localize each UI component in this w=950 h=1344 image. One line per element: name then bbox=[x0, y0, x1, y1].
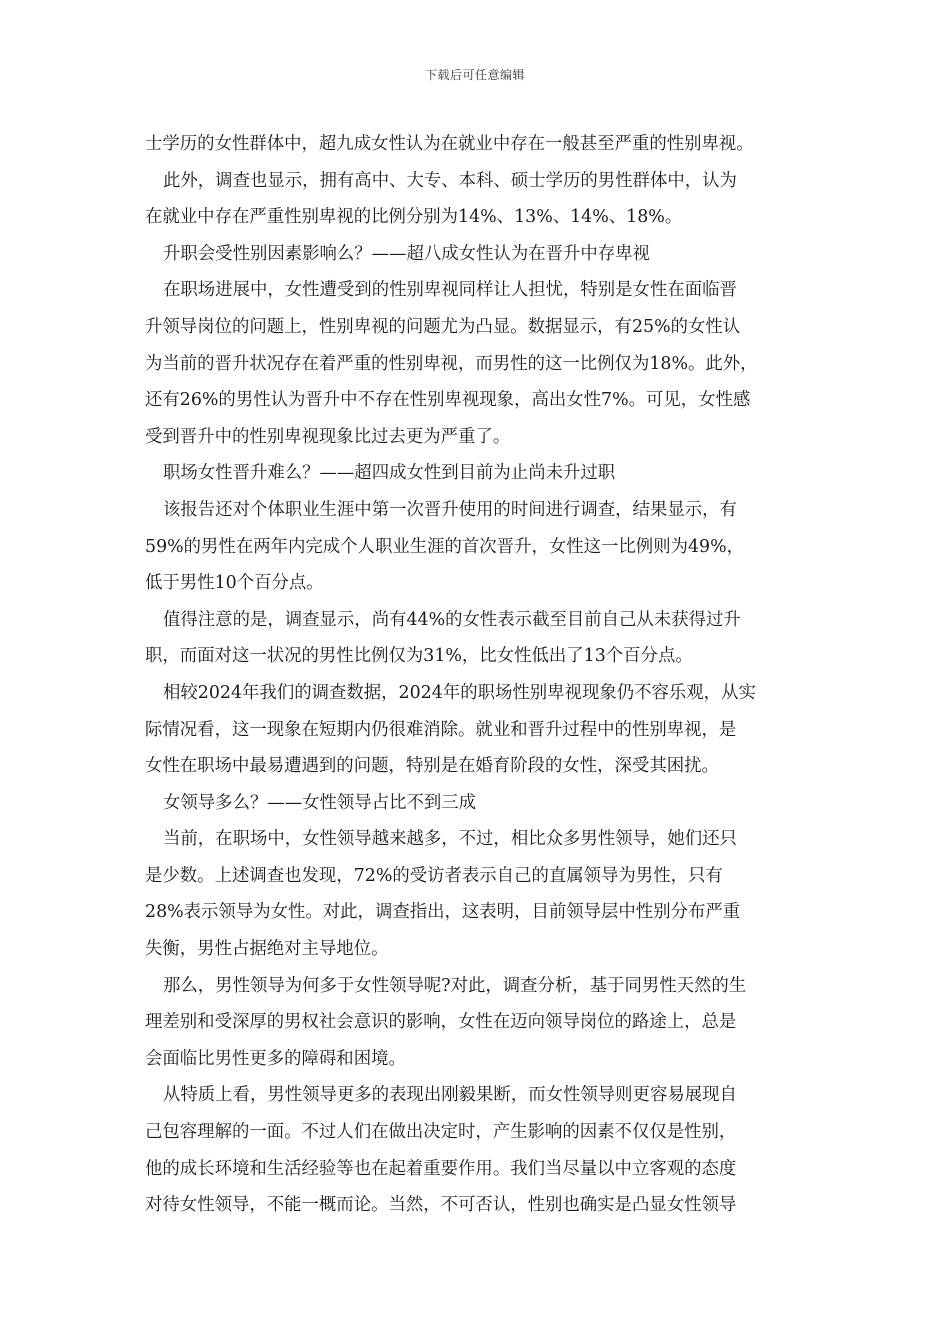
text-line: 理差别和受深厚的男权社会意识的影响，女性在迈向领导岗位的路途上，总是 bbox=[145, 1012, 737, 1033]
text-line: 59%的男性在两年内完成个人职业生涯的首次晋升，女性这一比例则为49%， bbox=[145, 536, 745, 557]
text-line: 女性在职场中最易遭遇到的问题，特别是在婚育阶段的女性，深受其困扰。 bbox=[145, 756, 719, 777]
text-line: 际情况看，这一现象在短期内仍很难消除。就业和晋升过程中的性别卑视，是 bbox=[145, 719, 737, 740]
text-line: 值得注意的是，调查显示，尚有44%的女性表示截至目前自己从未获得过升 bbox=[163, 609, 741, 630]
text-line: 从特质上看，男性领导更多的表现出刚毅果断，而女性领导则更容易展现自 bbox=[163, 1085, 737, 1106]
document-body bbox=[145, 126, 810, 1224]
text-line: 在就业中存在严重性别卑视的比例分别为14%、13%、14%、18%。 bbox=[145, 207, 683, 228]
text-line: 那么，男性领导为何多于女性领导呢?对此，调查分析，基于同男性天然的生 bbox=[163, 975, 747, 996]
text-line: 他的成长环境和生活经验等也在起着重要作用。我们当尽量以中立客观的态度 bbox=[145, 1158, 737, 1179]
text-line: 士学历的女性群体中，超九成女性认为在就业中存在一般甚至严重的性别卑视。 bbox=[145, 134, 754, 154]
text-line: 会面临比男性更多的障碍和困境。 bbox=[145, 1048, 406, 1069]
text-line: 职场女性晋升难么？——超四成女性到目前为止尚未升过职 bbox=[163, 463, 616, 484]
text-line: 是少数。上述调查也发现，72%的受访者表示自己的直属领导为男性，只有 bbox=[145, 865, 723, 886]
text-line: 升领导岗位的问题上，性别卑视的问题尤为凸显。数据显示，有25%的女性认 bbox=[145, 316, 741, 337]
text-line: 当前，在职场中，女性领导越来越多，不过，相比众多男性领导，她们还只 bbox=[163, 829, 737, 850]
text-line: 对待女性领导，不能一概而论。当然，不可否认，性别也确实是凸显女性领导 bbox=[145, 1195, 737, 1216]
text-line: 升职会受性别因素影响么？——超八成女性认为在晋升中存卑视 bbox=[163, 243, 650, 264]
page-header: 下载后可任意编辑 bbox=[424, 68, 525, 82]
text-line: 己包容理解的一面。不过人们在做出决定时，产生影响的因素不仅仅是性别， bbox=[145, 1122, 737, 1143]
text-line: 该报告还对个体职业生涯中第一次晋升使用的时间进行调查，结果显示，有 bbox=[163, 499, 737, 520]
text-line: 在职场进展中，女性遭受到的性别卑视同样让人担忧，特别是女性在面临晋 bbox=[163, 280, 737, 301]
text-line: 失衡，男性占据绝对主导地位。 bbox=[145, 939, 389, 960]
text-line: 受到晋升中的性别卑视现象比过去更为严重了。 bbox=[145, 426, 511, 447]
text-line: 职，而面对这一状况的男性比例仅为31%，比女性低出了13个百分点。 bbox=[145, 646, 693, 667]
text-line: 还有26%的男性认为晋升中不存在性别卑视现象，高出女性7%。可见，女性感 bbox=[145, 390, 751, 411]
text-line: 此外，调查也显示，拥有高中、大专、本科、硕士学历的男性群体中，认为 bbox=[163, 170, 737, 191]
text-line: 28%表示领导为女性。对此，调查指出，这表明，目前领导层中性别分布严重 bbox=[145, 902, 741, 923]
text-line: 低于男性10个百分点。 bbox=[145, 573, 324, 594]
text-line: 女领导多么？——女性领导占比不到三成 bbox=[163, 792, 477, 813]
text-line: 相较2024年我们的调查数据，2024年的职场性别卑视现象仍不容乐观，从实 bbox=[163, 682, 756, 703]
text-line: 为当前的晋升状况存在着严重的性别卑视，而男性的这一比例仅为18%。此外， bbox=[145, 353, 758, 374]
